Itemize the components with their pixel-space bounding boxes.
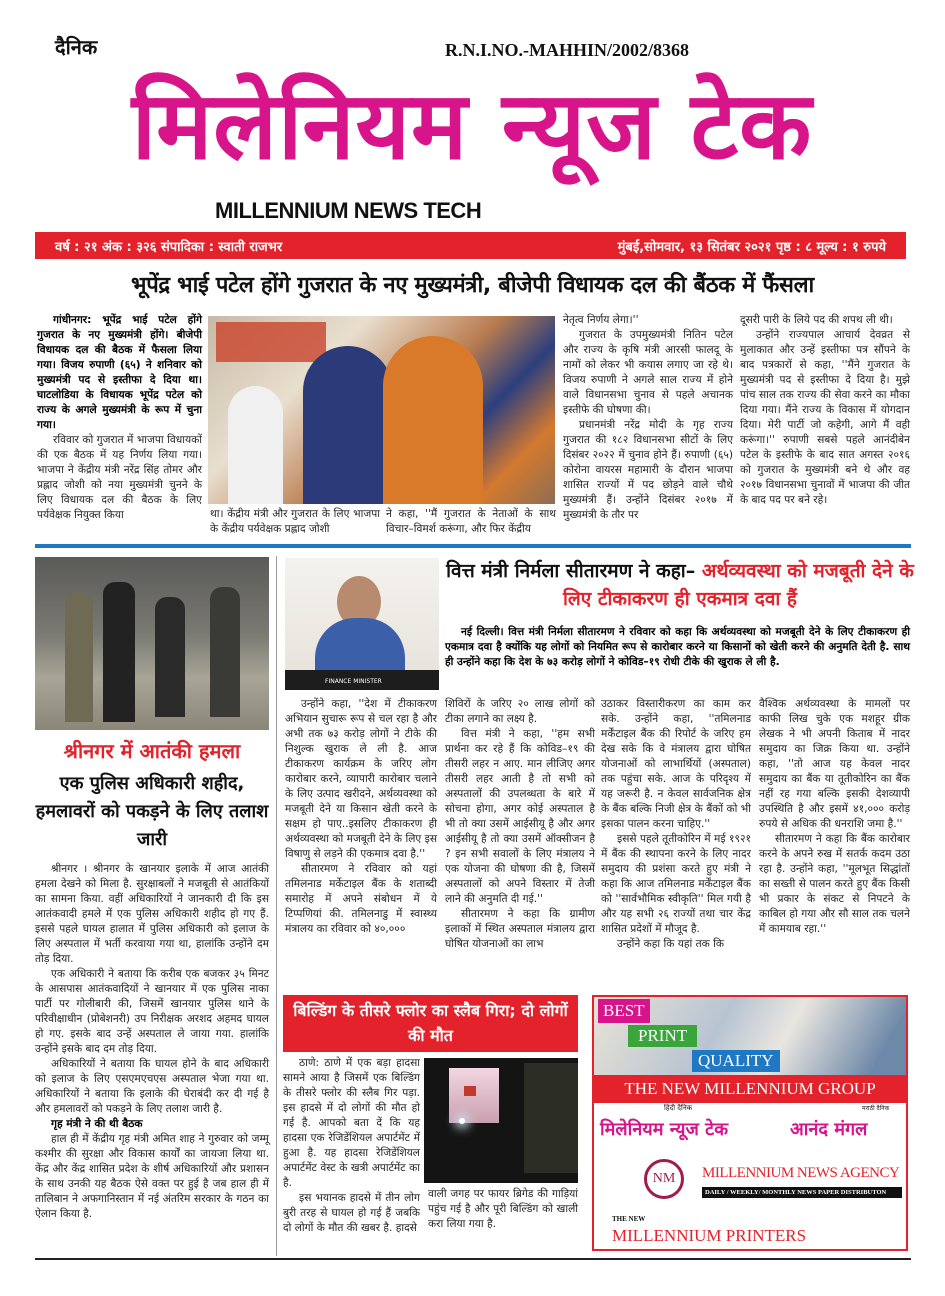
millennium-group-ad <box>592 995 908 1251</box>
page-bottom-rule <box>35 1258 911 1260</box>
ad-agency-sub: DAILY / WEEKLY/ MONTHLY NEWS PAPER DISTRIBUTON <box>702 1187 902 1198</box>
story3-paragraph: इससे पहले तूतीकोरिन में मई १९२१ में बैंक की स्थापना करने के लिए नादर समुदाय की प्रशंसा करते हुए मंत्री ने कहा कि आज तमिलनाड मर्केंटाइल बैंक को ''सार्वभौमिक स्वीकृति'' मिल गयी है और यह सभी २६ राज्यों तथा चार केंद्र शासित प्रदेशों में मौजूद है. <box>601 833 751 935</box>
story1-caption-col-1 <box>210 507 380 537</box>
masthead-title-english: MILLENNIUM NEWS TECH <box>215 198 482 223</box>
story1-paragraph: दूसरी पारी के लिये पद की शपथ ली थी। <box>740 314 893 326</box>
story3-paragraph: शिविरों के जरिए २० लाख लोगों को टीका लगाने का लक्ष्य है. <box>445 698 595 725</box>
ad-paper2-kicker: मराठी दैनिक <box>862 1105 890 1112</box>
story1-column-3 <box>563 313 733 523</box>
ad-tag-quality: QUALITY <box>692 1050 780 1072</box>
story1-paragraph: रविवार को गुजरात में भाजपा विधायकों की एक बैठक में यह निर्णय लिया गया। भाजपा ने केंद्रीय मंत्री नरेंद्र सिंह तोमर और प्रह्लाद जोशी को नया मुख्यमंत्री चुनने के लिए विधायक दल की बैठक के लिए पर्यवेक्षक नियुक्त किया <box>37 434 202 521</box>
story1-paragraph: था। केंद्रीय मंत्री और गुजरात के लिए भाजपा के केंद्रीय पर्यवेक्षक प्रह्लाद जोशी <box>210 508 380 535</box>
story3-paragraph: वैश्विक अर्थव्यवस्था के मामलों पर काफी लिख चुके एक मशहूर ग्रीक लेखक ने भी अपनी किताब में नादर समुदाय का जिक्र किया था. उन्होंने कहा, ''तो आज यह केवल नादर समुदाय का बैंक या तूतीकोरिन का बैंक नहीं रह गया बल्कि इसकी देशव्यापी उपस्थिति है और इसमें ४१,००० करोड़ रुपये से अधिक की धनराशि जमा है.'' <box>759 698 910 830</box>
masthead-kicker: दैनिक <box>55 35 98 59</box>
story2-headline: एक पुलिस अधिकारी शहीद, हमलावरों को पकड़ने के लिए तलाश जारी <box>35 773 269 850</box>
story2-paragraph: हाल ही में केंद्रीय गृह मंत्री अमित शाह ने गुरुवार को जम्मू कश्मीर की सुरक्षा और विकास कार्यों का जायजा लिया था. केंद्र और केंद्र शासित प्रदेश के शीर्ष अधिकारियों और प्रशासन के साथ उनकी यह बैठक ऐसे वक्त पर हुई है जब हाल ही में तालिबान ने अफगानिस्तान में नई अंतरिम सरकार के गठन का ऐलान किया है. <box>35 1133 269 1220</box>
story1-paragraph: उन्होंने राज्यपाल आचार्य देवव्रत से मुलाकात और उन्हें इस्तीफा पत्र सौंपने के बाद पत्रकारों से कहा, ''मैंने गुजरात के मुख्यमंत्री पद से इस्तीफा दे दिया है। मुझे पांच साल तक राज्य की सेवा करने का मौका दिया गया। मैंने राज्य के विकास में योगदान दिया। मेरी पार्टी जो कहेगी, आगे मैं वही करूंगा।'' रुपाणी सबसे पहले आनंदीबेन पटेल के इस्तीफे के बाद सात अगस्त २०१६ को गुजरात के मुख्यमंत्री बने थे और वह २०१७ विधानसभा चुनावों में भाजपा की जीत के बाद पद पर बने रहे। <box>740 329 910 506</box>
story2-paragraph: अधिकारियों ने बताया कि घायल होने के बाद अधिकारी को इलाज के लिए एसएमएचएस अस्पताल भेजा गया था. अधिकारियों ने बताया कि इलाके की घेराबंदी कर दी गई है और हमलावरों को पकड़ने के लिए तलाश जारी है. <box>35 1058 269 1115</box>
srinagar-security-photo <box>35 557 269 730</box>
story1-paragraph: ने कहा, ''मैं गुजरात के नेताओं के साथ विचार–विमर्श करूंगा, और फिर केंद्रीय <box>386 508 556 535</box>
ad-logo-text: NM <box>652 1171 676 1186</box>
story2-kicker: श्रीनगर में आतंकी हमला <box>63 739 241 763</box>
story2-subhead: गृह मंत्री ने की थी बैठक <box>51 1118 143 1130</box>
story3-column-4 <box>759 697 910 937</box>
ad-paper2-title: आनंद मंगल <box>790 1119 868 1140</box>
story3-paragraph: उन्होंने कहा कि यहां तक कि <box>617 938 725 950</box>
ad-printers: MILLENNIUM PRINTERS <box>612 1226 807 1245</box>
story3-headline <box>445 557 915 613</box>
section-divider <box>35 544 911 548</box>
story4-paragraph: ठाणे: ठाणे में एक बड़ा हादसा सामने आया है जिसमें एक बिल्डिंग के तीसरे फ्लोर की स्लैब गिर पड़ा. इस हादसे में दो लोगों की मौत हो गई है. आपको बता दें कि यह हादसा एक रेजिडेंशियल अपार्टमेंट में हुआ है. यह हादसा रेजिडेंशियल अपार्टमेंट वेस्ट के खत्री अपार्टमेंट का है. <box>283 1057 420 1189</box>
ad-paper1-title: मिलेनियम न्यूज टेक <box>600 1119 729 1140</box>
story3-headline-red: अर्थव्यवस्था को मजबूती देने के लिए टीकाकरण ही एकमात्र दवा हैं <box>562 560 914 610</box>
ad-tag-best: BEST <box>598 999 650 1023</box>
lead-headline: भूपेंद्र भाई पटेल होंगे गुजरात के नए मुख्यमंत्री, बीजेपी विधायक दल की बैंठक में फैंसला <box>131 273 814 298</box>
story1-caption-col-2 <box>386 507 556 537</box>
ad-group-name: THE NEW MILLENNIUM GROUP <box>594 1075 906 1103</box>
story3-column-3 <box>601 697 751 952</box>
issue-info-right: मुंबई,सोमवार, १३ सितंबर २०२१ पृष्ठ : ८ मूल्य : १ रुपये <box>617 239 886 255</box>
story3-headline-black: वित्त मंत्री निर्मला सीतारमण ने कहा– <box>446 560 696 582</box>
story3-paragraph: वित्त मंत्री ने कहा, ''हम सभी प्रार्थना कर रहे हैं कि कोविड–१९ की तीसरी लहर न आए. मान लीजिए अगर तीसरी लहर आती है तो सभी को अस्पतालों की उपलब्धता के बारे में सोचना होगा, अगर कोई अस्पताल है भी तो क्या उसमें आईसीयू है और अगर आईसीयू है तो क्या उसमें ऑक्सीजन है ? इन सभी सवालों के लिए मंत्रालय ने एक योजना की घोषणा की है, जिसमें अस्पतालों को अपने विस्तार में तेजी लाने की अनुमति दी गई.'' <box>445 728 595 905</box>
story3-paragraph: सीतारमण ने कहा कि ग्रामीण इलाकों में स्थित अस्पताल मंत्रालय द्वारा घोषित योजनाओं का लाभ <box>445 908 595 950</box>
column-divider <box>276 556 277 1256</box>
story1-paragraph: प्रधानमंत्री नरेंद्र मोदी के गृह राज्य गुजरात की १८२ विधानसभा सीटों के लिए दिसंबर २०२२ में चुनाव होने हैं। रुपाणी (६५) कोरोना वायरस महामारी के दौरान भाजपा शासित राज्यों में पद छोड़ने वाले चौथे मुख्यमंत्री हैं। उन्होंने दिसंबर २०१७ में मुख्यमंत्री के तौर पर <box>563 419 733 521</box>
rni-number: R.N.I.NO.-MAHHIN/2002/8368 <box>445 40 689 60</box>
story1-paragraph: गुजरात के उपमुख्यमंत्री नितिन पटेल और राज्य के कृषि मंत्री आरसी फालदू के नामों को लेकर भी कयास लगाए जा रहे थे। विजय रुपाणी ने अगले साल राज्य में होने वाले विधानसभा चुनाव से पहले अचानक इस्तीफे की घोषणा की। <box>563 329 733 416</box>
story3-paragraph: सीतारमण ने कहा कि बैंक कारोबार करने के अपने रुख में सतर्क कदम उठा रहा है. उन्होंने कहा, ''मूलभूत सिद्धांतों का सख्ती से पालन करते हुए बैंक किसी भी प्रकार के संकट से निपटने के काबिल हो गया और सौ साल तक चलने में कामयाब रहा.'' <box>759 833 910 935</box>
story3-paragraph: उठाकर विस्तारीकरण का काम कर सके. उन्होंने कहा, ''तमिलनाड मर्केंटाइल बैंक की रिपोर्ट के जरिए हम देख सके कि वे मंत्रालय द्वारा घोषित योजनाओं को लाभार्थियों (अस्पताल) तक पहुंचा सके. आज के परिदृश्य में यह जरूरी है. न केवल सार्वजनिक क्षेत्र के बैंक बल्कि निजी क्षेत्र के बैंकों को भी इसका पालन करना चाहिए.'' <box>601 698 751 830</box>
ad-printers-kicker: THE NEW <box>612 1215 646 1223</box>
story3-lead-text: नई दिल्ली। वित्त मंत्री निर्मला सीतारमण ने रविवार को कहा कि अर्थव्यवस्था को मजबूती देने के लिए टीकाकरण ही एकमात्र दवा है क्योंकि यह लोगों को नियमित रूप से कारोबार करने या किसानों को खेती करने की अनुमति देती है. साथ ही उन्होंने कहा कि देश के ७३ करोड़ लोगों ने कोविड–१९ रोधी टीके की खुराक ले ली है. <box>445 626 910 668</box>
issue-info-bar <box>35 232 906 259</box>
photo-caption: FINANCE MINISTER <box>325 678 382 685</box>
story3-paragraph: उन्होंने कहा, ''देश में टीकाकरण अभियान सुचारू रूप से चल रहा है और अभी तक ७३ करोड़ लोगों ने टीके की निशुल्क खुराक ले ली है. आज टीकाकरण कार्यक्रम के जरिए लोग कारोबार करने, व्यापारी कारोबार चलाने के लिए उत्पाद खरीदने, अर्थव्यवस्था को मजबूती देने या किसान खेती करने के सक्षम हो पाए..इसलिए टीकाकरण ही अर्थव्यवस्था को मजबूती देने के लिए इस विषाणु से लड़ने की एकमात्र दवा है.'' <box>285 698 437 860</box>
gujarat-cm-photo <box>208 316 555 504</box>
masthead-title: मिलेनियम न्यूज टेक <box>131 72 813 181</box>
story4-headline: बिल्डिंग के तीसरे फ्लोर का स्लैब गिरा; दो लोगों की मौत <box>283 995 578 1052</box>
story2-paragraph: श्रीनगर । श्रीनगर के खानयार इलाके में आज आतंकी हमला देखने को मिला है. सुरक्षाबलों ने मजबूती से आतंकियों का सामना किया. वहीं अधिकारियों ने जानकारी दी कि इस आतंकवादी हमले में एक पुलिस अधिकारी शहीद हो गए हैं. इससे पहले घायल हालात में पुलिस अधिकारी को इलाज के लिए अस्पताल में भर्ती करवाया गया था, हालांकि उन्होंने दम तोड़ दिया. <box>35 863 269 965</box>
story4-column-1 <box>283 1056 420 1236</box>
story3-paragraph: सीतारमण ने रविवार को यहां तमिलनाड मर्केटाइल बैंक के शताब्दी समारोह में अपने संबोधन में ये टिप्पणियां की. तमिलनाडु में स्वास्थ्य मंत्रालय का रविवार को ४०,००० <box>285 863 437 935</box>
story3-column-1 <box>285 697 437 937</box>
ad-logo <box>644 1159 684 1199</box>
story4-column-2 <box>428 1187 578 1232</box>
ad-paper1-kicker: हिंदी दैनिक <box>664 1104 693 1112</box>
story3-column-2 <box>445 697 595 952</box>
collapsed-building-photo <box>424 1058 578 1183</box>
story1-paragraph: नेतृत्व निर्णय लेगा।'' <box>563 314 639 326</box>
story2-paragraph: एक अधिकारी ने बताया कि करीब एक बजकर ३५ मिनट के आसपास आतंकवादियों ने खानयार में एक पुलिस नाका पार्टी पर गोलीबारी की, जिसमें खानयार पुलिस थाने के परिवीक्षाधीन (प्रोबेशनरी) उप निरीक्षक अरशद अहमद घायल हो गए. इसके बाद उन्हें अस्पताल ले जाया गया. हालांकि उन्होंने इसके बाद दम तोड़ दिया. <box>35 968 269 1055</box>
story1-lead: गांधीनगर: भूपेंद्र भाई पटेल होंगे गुजरात के नए मुख्यमंत्री होंगे। बीजेपी विधायक दल की बैठक में फैसला लिया गया। विजय रुपाणी (६५) ने शनिवार को मुख्यमंत्री पद से इस्तीफा दे दिया था। घाटलोडिया के विधायक भूपेंद्र पटेल को राज्य के अगले मुख्यमंत्री के रूप में चुना गया। <box>37 314 202 431</box>
issue-info-left: वर्ष : २१ अंक : ३२६ संपादिका : स्वाती राजभर <box>55 239 283 255</box>
finance-minister-photo <box>285 558 439 690</box>
ad-agency: MILLENNIUM NEWS AGENCY <box>702 1165 900 1181</box>
story1-column-1 <box>37 313 202 523</box>
story4-paragraph: इस भयानक हादसे में तीन लोग बुरी तरह से घायल हो गई हैं जबकि दो लोगों के मौत की खबर है. हादसे <box>283 1192 420 1234</box>
story4-paragraph: वाली जगह पर फायर ब्रिगेड की गाड़ियां पहुंच गई है और पूरी बिल्डिंग को खाली करा लिया गया है. <box>428 1188 578 1230</box>
story1-column-4 <box>740 313 910 508</box>
story2-body <box>35 862 269 1222</box>
story3-lead <box>445 625 910 670</box>
ad-tag-print: PRINT <box>628 1025 697 1047</box>
